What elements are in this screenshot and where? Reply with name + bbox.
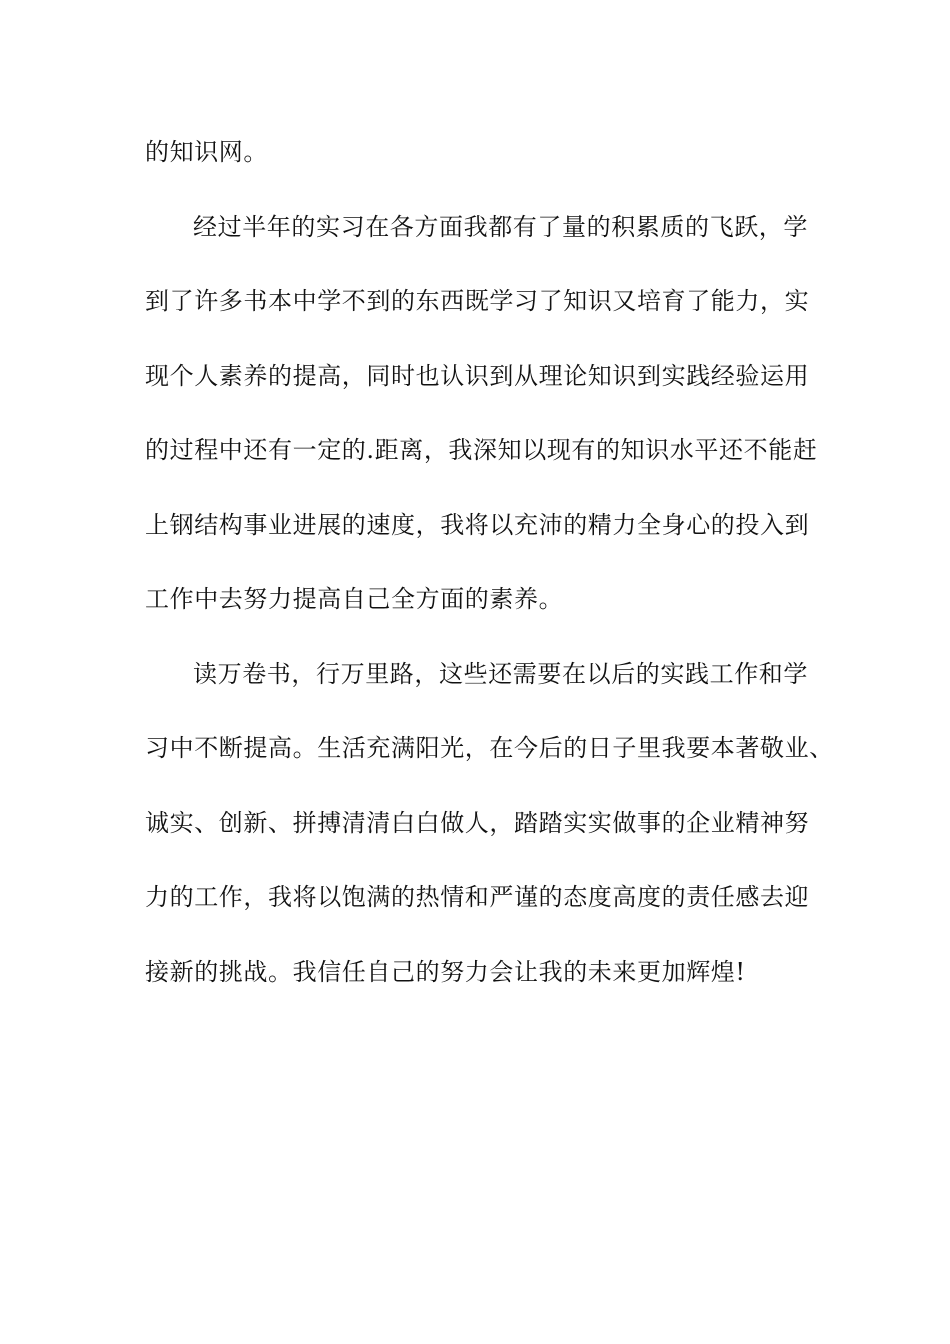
text-line: 上钢结构事业进展的速度，我将以充沛的精力全身心的投入到 (145, 510, 810, 539)
paragraph-start-line: 读万卷书，行万里路，这些还需要在以后的实践工作和学 (193, 659, 808, 688)
text-line: 的知识网。 (145, 138, 268, 166)
text-line: 工作中去努力提高自己全方面的素养。 (145, 585, 564, 613)
text-line: 接新的挑战。我信任自己的努力会让我的未来更加辉煌! (145, 957, 746, 986)
text-line: 习中不断提高。生活充满阳光，在今后的日子里我要本著敬业、 (145, 734, 834, 762)
document-body (145, 122, 835, 1016)
text-line: 到了许多书本中学不到的东西既学习了知识又培育了能力，实 (145, 287, 810, 315)
text-line: 的过程中还有一定的.距离，我深知以现有的知识水平还不能赶 (145, 436, 818, 464)
text-line: 现个人素养的提高，同时也认识到从理论知识到实践经验运用 (145, 361, 810, 390)
paragraph-start-line: 经过半年的实习在各方面我都有了量的积累质的飞跃，学 (193, 212, 808, 241)
text-line: 力的工作，我将以饱满的热情和严谨的态度高度的责任感去迎 (145, 883, 810, 911)
text-line: 诚实、创新、拼搏清清白白做人，踏踏实实做事的企业精神努 (145, 808, 810, 837)
